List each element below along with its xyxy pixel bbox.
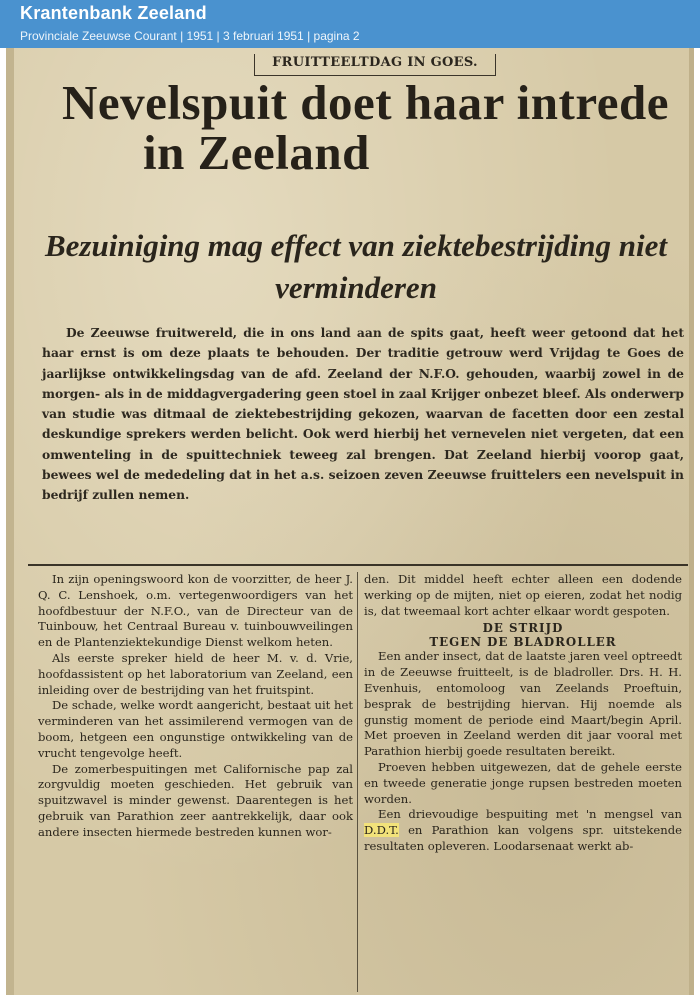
column-divider xyxy=(357,572,358,992)
article-headline xyxy=(30,75,680,180)
page-edge xyxy=(6,48,14,995)
headline-line: in Zeeland xyxy=(143,125,370,180)
section-rule xyxy=(28,564,688,566)
article-subheadline: Bezuiniging mag effect van ziektebestrijding niet verminderen xyxy=(44,228,667,305)
newspaper-scan xyxy=(6,48,694,995)
text-run: Een drievoudige bespuiting met 'n mengsel van xyxy=(378,807,682,822)
text-run: en Parathion kan volgens spr. uitstekende resultaten opleveren. Loodarsenaat werkt ab- xyxy=(364,823,682,853)
paragraph: Een ander insect, dat de laatste jaren veel optreedt in de Zeeuwse fruitteelt, is de bladroller. Drs. H. H. Evenhuis, entomoloog van Zeelands Proeftuin, besprak de bestrijding hiervan. Hij noemde als gunstig moment de periode eind Maart/begin April. Met proeven in Zeeland werden dit jaar vooral met Parathion hierbij goede resultaten bereikt. xyxy=(364,649,682,759)
site-title[interactable]: Krantenbank Zeeland xyxy=(20,3,207,23)
paragraph: De schade, welke wordt aangericht, bestaat uit het verminderen van het assimilerend vermogen van de boom, hetgeen een ongunstige ontwikkeling van de vrucht tengevolge heeft. xyxy=(38,698,353,760)
section-heading-line: DE STRIJD xyxy=(482,621,564,636)
article-column-left xyxy=(38,572,353,841)
article-kicker: FRUITTEELTDAG IN GOES. xyxy=(272,55,478,70)
section-heading-line: TEGEN DE BLADROLLER xyxy=(429,635,617,650)
site-header xyxy=(0,0,700,48)
search-highlight: D.D.T. xyxy=(364,823,399,838)
paragraph: den. Dit middel heeft echter alleen een dodende werking op de mijten, niet op eieren, zodat het nodig is, dat tweemaal kort achter elkaar wordt gespoten. xyxy=(364,572,682,618)
article-intro: De Zeeuwse fruitwereld, die in ons land aan de spits gaat, heeft weer getoond dat het haar ernst is om deze plaats te behouden. Der traditie getrouw werd Vrijdag te Goes de jaarlijkse ontwikkelingsdag van de afd. Zeeland der N.F.O. gehouden, waarbij zowel in de morgen- als in de middagvergadering geen stoel in zaal Krijger onbezet bleef. Als onderwerp van studie was ditmaal de ziektebestrijding gekozen, waarvan de facetten door een zestal deskundige sprekers werden belicht. Ook werd hierbij het vernevelen niet vergeten, dat een omwenteling in de spuittechniek teweeg zal brengen. Dat Zeeland hierbij voorop gaat, bewees wel de mededeling dat in het a.s. seizoen zeven Zeeuwse fruittelers een nevelspuit in bedrijf zullen nemen. xyxy=(42,325,684,503)
paragraph: In zijn openingswoord kon de voorzitter, de heer J. Q. C. Lenshoek, o.m. vertegenwoordigers van het hoofdbestuur der N.F.O., van de Directeur van de Tuinbouw, het Centraal Bureau v. tuinbouwveilingen en de Plantenziektekundige Dienst welkom heten. xyxy=(38,572,353,650)
paragraph: De zomerbespuitingen met Californische pap zal zorgvuldig moeten geschieden. Het gebruik van spuitzwavel is minder gewenst. Daarentegen is het gebruik van Parathion zeer aantrekkelijk, daar ook andere insecten hiermede bestreden kunnen wor- xyxy=(38,761,353,839)
headline-line: Nevelspuit doet haar intrede xyxy=(62,75,669,130)
paragraph: Als eerste spreker hield de heer M. v. d. Vrie, hoofdassistent op het laboratorium van Zeeland, een inleiding over de bestrijding van het fruitspint. xyxy=(38,650,353,697)
article-column-right xyxy=(364,572,682,855)
section-heading xyxy=(364,621,682,649)
paragraph: Proeven hebben uitgewezen, dat de gehele eerste en tweede generatie jonge rupsen bestreden moeten worden. xyxy=(364,759,682,806)
page-breadcrumb: Provinciale Zeeuwse Courant | 1951 | 3 februari 1951 | pagina 2 xyxy=(20,29,360,43)
paragraph xyxy=(364,807,682,854)
page-edge xyxy=(689,48,694,995)
